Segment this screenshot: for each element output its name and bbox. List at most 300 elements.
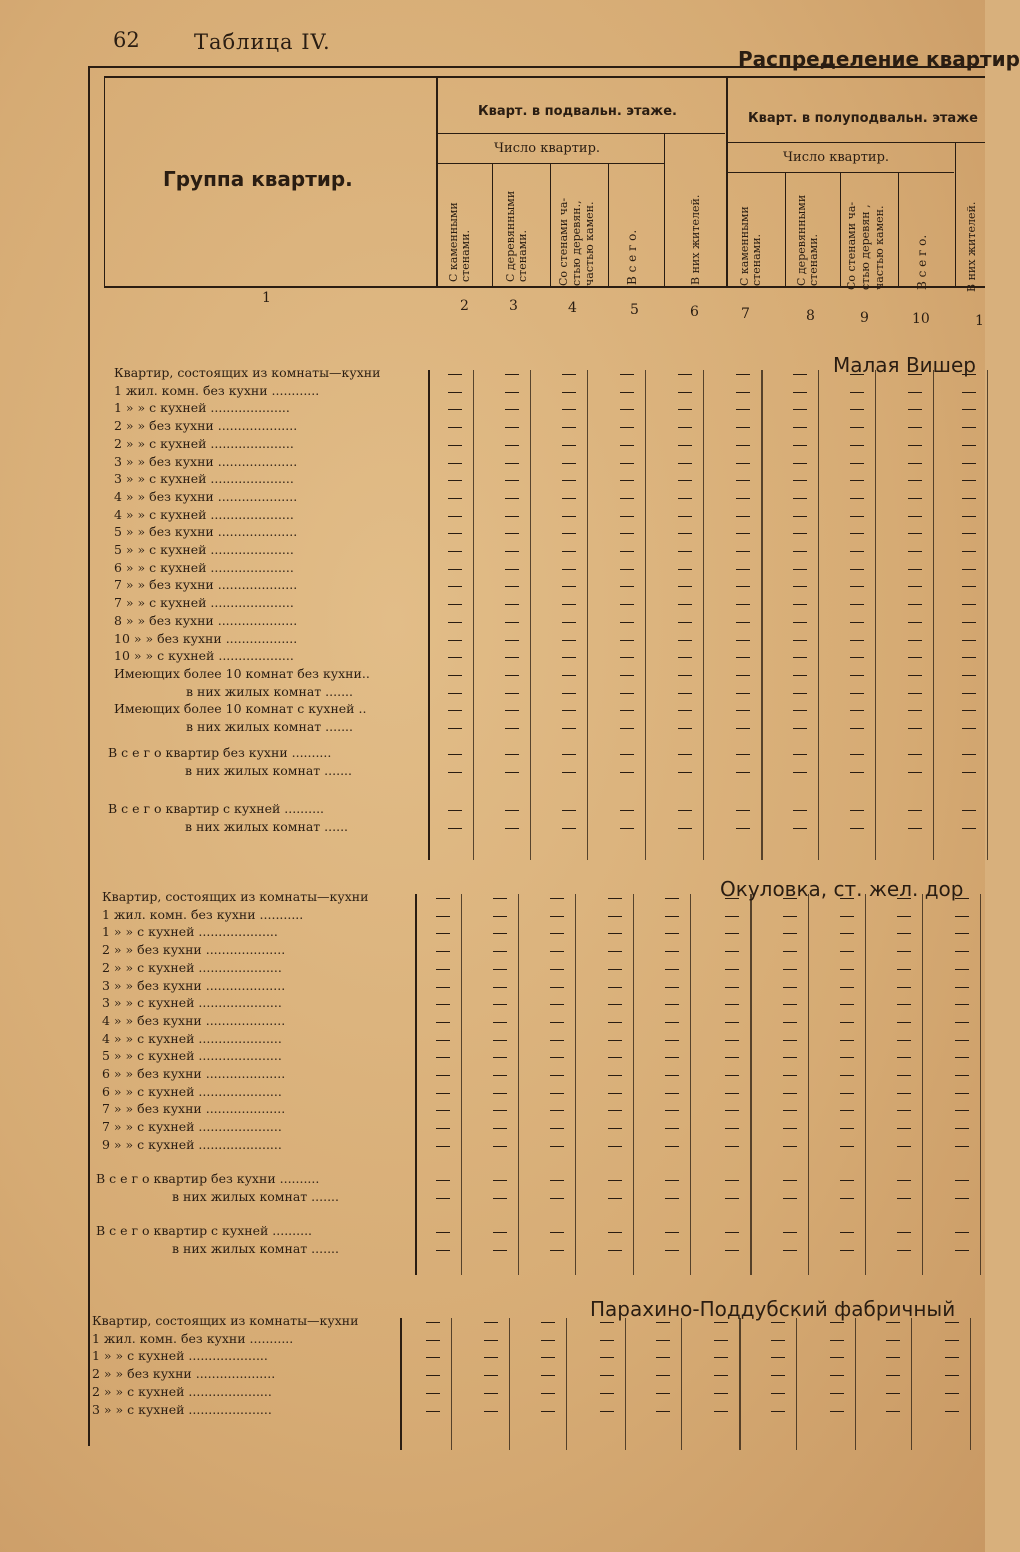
cell-dash (562, 657, 576, 658)
column-rule (575, 894, 576, 1275)
cell-dash (665, 933, 679, 934)
cell-dash (908, 754, 922, 755)
header-col-sep-3 (550, 163, 551, 288)
cell-dash (955, 916, 969, 917)
cell-dash (945, 1322, 959, 1323)
cell-dash (725, 987, 739, 988)
cell-dash (850, 810, 864, 811)
column-rule (855, 1318, 856, 1450)
cell-dash (908, 640, 922, 641)
cell-dash (505, 392, 519, 393)
total-label: в них жилых комнат ...... (185, 819, 349, 834)
cell-dash (850, 657, 864, 658)
cell-dash (736, 693, 750, 694)
column-rule (922, 894, 923, 1275)
cell-dash (830, 1340, 844, 1341)
cell-dash (908, 480, 922, 481)
col-header-8: С деревянными стенами. (795, 194, 820, 286)
row-label: 4 » » без кухни .................... (114, 488, 298, 504)
col-header-5: В с е г о. (625, 229, 639, 285)
cell-dash (448, 675, 462, 676)
cell-dash (783, 933, 797, 934)
cell-dash (962, 427, 976, 428)
column-rule (970, 1318, 971, 1450)
row-label: 5 » » без кухни .................... (114, 524, 298, 540)
cell-dash (493, 916, 507, 917)
cell-dash (541, 1411, 555, 1412)
cell-dash (665, 969, 679, 970)
cell-dash (908, 445, 922, 446)
cell-dash (793, 675, 807, 676)
cell-dash (550, 1146, 564, 1147)
cell-dash (962, 675, 976, 676)
cell-dash (608, 1250, 622, 1251)
label-separator (428, 370, 430, 860)
cell-dash (550, 1022, 564, 1023)
cell-dash (850, 409, 864, 410)
cell-dash (608, 969, 622, 970)
cell-dash (426, 1357, 440, 1358)
cell-dash (493, 1232, 507, 1233)
cell-dash (448, 516, 462, 517)
cell-dash (550, 1004, 564, 1005)
cell-dash (448, 728, 462, 729)
cell-dash (736, 586, 750, 587)
cell-dash (620, 374, 634, 375)
cell-dash (897, 1110, 911, 1111)
cell-dash (448, 427, 462, 428)
cell-dash (505, 657, 519, 658)
cell-dash (436, 1128, 450, 1129)
cell-dash (562, 675, 576, 676)
cell-dash (665, 1232, 679, 1233)
cell-dash (736, 604, 750, 605)
cell-dash (678, 551, 692, 552)
cell-dash (955, 1057, 969, 1058)
cell-dash (436, 1022, 450, 1023)
row-label: 3 » » с кухней ..................... (114, 471, 294, 487)
table-number: Таблица IV. (194, 30, 331, 54)
cell-dash (493, 898, 507, 899)
cell-dash (962, 828, 976, 829)
cell-dash (448, 754, 462, 755)
cell-dash (620, 533, 634, 534)
cell-dash (962, 551, 976, 552)
cell-dash (793, 463, 807, 464)
cell-dash (448, 480, 462, 481)
cell-dash (793, 427, 807, 428)
cell-dash (725, 1093, 739, 1094)
cell-dash (962, 533, 976, 534)
row-label: 4 » » без кухни .................... (102, 1012, 286, 1028)
cell-dash (665, 1146, 679, 1147)
cell-dash (736, 728, 750, 729)
cell-dash (783, 969, 797, 970)
cell-dash (955, 1004, 969, 1005)
cell-dash (783, 1004, 797, 1005)
cell-dash (908, 427, 922, 428)
cell-dash (962, 463, 976, 464)
cell-dash (736, 427, 750, 428)
cell-dash (448, 374, 462, 375)
row-label: 5 » » с кухней ..................... (102, 1048, 282, 1064)
cell-dash (448, 604, 462, 605)
row-label: 1 жил. комн. без кухни ............ (114, 382, 320, 398)
row-label: 2 » » без кухни .................... (92, 1366, 276, 1382)
cell-dash (608, 1093, 622, 1094)
cell-dash (908, 604, 922, 605)
cell-dash (620, 810, 634, 811)
label-separator (400, 1318, 402, 1450)
cell-dash (665, 1093, 679, 1094)
col-header-4a: Со стенами ча- (557, 197, 570, 286)
cell-dash (736, 516, 750, 517)
cell-dash (850, 551, 864, 552)
column-rule (633, 894, 634, 1275)
cell-dash (771, 1393, 785, 1394)
cell-dash (793, 569, 807, 570)
cell-dash (678, 622, 692, 623)
cell-dash (725, 916, 739, 917)
cell-dash (656, 1340, 670, 1341)
cell-dash (897, 1146, 911, 1147)
cell-dash (897, 898, 911, 899)
header-col-sep-9 (898, 172, 899, 288)
cell-dash (608, 1040, 622, 1041)
cell-dash (620, 622, 634, 623)
cell-dash (562, 409, 576, 410)
cell-dash (550, 969, 564, 970)
cell-dash (783, 1110, 797, 1111)
column-rule (808, 894, 809, 1275)
cell-dash (656, 1375, 670, 1376)
cell-dash (620, 657, 634, 658)
cell-dash (562, 640, 576, 641)
total-label: в них жилых комнат ....... (172, 1189, 339, 1204)
cell-dash (793, 551, 807, 552)
cell-dash (678, 772, 692, 773)
cell-dash (608, 1198, 622, 1199)
row-label: 4 » » с кухней ..................... (102, 1030, 282, 1046)
cell-dash (620, 728, 634, 729)
cell-dash (493, 1128, 507, 1129)
column-rule (750, 894, 752, 1275)
cell-dash (493, 1057, 507, 1058)
cell-dash (783, 898, 797, 899)
row-label: 1 » » с кухней .................... (92, 1348, 268, 1364)
header-col-sep-6 (726, 76, 728, 288)
cell-dash (505, 374, 519, 375)
header-rule-count-2 (728, 172, 954, 173)
cell-dash (550, 898, 564, 899)
cell-dash (850, 622, 864, 623)
cell-dash (945, 1340, 959, 1341)
cell-dash (945, 1357, 959, 1358)
cell-dash (840, 1093, 854, 1094)
header-col-sep-8 (840, 172, 841, 288)
cell-dash (608, 898, 622, 899)
cell-dash (736, 657, 750, 658)
cell-dash (955, 1128, 969, 1129)
cell-dash (955, 1022, 969, 1023)
cell-dash (955, 1093, 969, 1094)
row-label: 7 » » с кухней ..................... (102, 1119, 282, 1135)
cell-dash (793, 586, 807, 587)
cell-dash (783, 1057, 797, 1058)
column-rule (587, 370, 588, 860)
row-label: Квартир, состоящих из комнаты—кухни (114, 365, 381, 380)
cell-dash (908, 828, 922, 829)
row-label: 2 » » без кухни .................... (102, 942, 286, 958)
cell-dash (608, 1180, 622, 1181)
column-rule (681, 1318, 682, 1450)
cell-dash (448, 693, 462, 694)
cell-dash (897, 1093, 911, 1094)
cell-dash (665, 1004, 679, 1005)
section-town-1: Малая Вишер (833, 353, 976, 377)
cell-dash (436, 1110, 450, 1111)
cell-dash (620, 693, 634, 694)
cell-dash (850, 374, 864, 375)
cell-dash (620, 516, 634, 517)
row-label: в них жилых комнат ....... (186, 719, 353, 734)
row-label: 10 » » с кухней ................... (114, 648, 294, 664)
cell-dash (714, 1340, 728, 1341)
cell-dash (448, 551, 462, 552)
cell-dash (725, 1057, 739, 1058)
column-rule (566, 1318, 567, 1450)
cell-dash (505, 427, 519, 428)
label-separator (415, 894, 417, 1275)
cell-dash (908, 409, 922, 410)
cell-dash (783, 1250, 797, 1251)
cell-dash (897, 969, 911, 970)
row-label: 3 » » с кухней ..................... (102, 995, 282, 1011)
cell-dash (714, 1375, 728, 1376)
cell-dash (620, 427, 634, 428)
cell-dash (678, 640, 692, 641)
cell-dash (678, 710, 692, 711)
cell-dash (736, 533, 750, 534)
cell-dash (484, 1393, 498, 1394)
header-col-left (104, 76, 105, 288)
col-header-9b: стью деревян , (859, 204, 872, 290)
cell-dash (678, 427, 692, 428)
cell-dash (678, 392, 692, 393)
cell-dash (830, 1357, 844, 1358)
cell-dash (725, 951, 739, 952)
cell-dash (736, 498, 750, 499)
cell-dash (678, 516, 692, 517)
cell-dash (562, 772, 576, 773)
cell-dash (608, 987, 622, 988)
cell-dash (908, 551, 922, 552)
cell-dash (850, 772, 864, 773)
header-col-sep-2 (492, 163, 493, 288)
cell-dash (426, 1322, 440, 1323)
cell-dash (736, 374, 750, 375)
cell-dash (955, 1250, 969, 1251)
cell-dash (448, 533, 462, 534)
column-rule (980, 894, 981, 1275)
cell-dash (665, 1180, 679, 1181)
cell-dash (850, 445, 864, 446)
cell-dash (793, 772, 807, 773)
cell-dash (665, 898, 679, 899)
cell-dash (600, 1357, 614, 1358)
cell-dash (840, 1057, 854, 1058)
cell-dash (783, 916, 797, 917)
cell-dash (714, 1357, 728, 1358)
cell-dash (725, 1232, 739, 1233)
cell-dash (448, 622, 462, 623)
cell-dash (678, 586, 692, 587)
cell-dash (793, 693, 807, 694)
cell-dash (541, 1357, 555, 1358)
cell-dash (550, 1198, 564, 1199)
cell-dash (678, 675, 692, 676)
cell-dash (840, 1146, 854, 1147)
cell-dash (962, 586, 976, 587)
cell-dash (448, 657, 462, 658)
cell-dash (955, 951, 969, 952)
column-rule (875, 370, 876, 860)
header-rule-sections-2 (728, 142, 985, 143)
cell-dash (608, 1022, 622, 1023)
cell-dash (562, 693, 576, 694)
cell-dash (736, 463, 750, 464)
cell-dash (840, 987, 854, 988)
row-label: 7 » » без кухни .................... (102, 1101, 286, 1117)
cell-dash (678, 604, 692, 605)
total-label: В с е г о квартир без кухни .......... (108, 745, 332, 760)
cell-dash (955, 1040, 969, 1041)
row-label: 6 » » с кухней ..................... (114, 559, 294, 575)
cell-dash (608, 1110, 622, 1111)
cell-dash (562, 828, 576, 829)
col-header-9a: Со стенами ча- (845, 201, 858, 290)
cell-dash (678, 498, 692, 499)
cell-dash (505, 480, 519, 481)
col-header-6: В них жителей. (689, 194, 702, 285)
cell-dash (962, 392, 976, 393)
cell-dash (436, 1180, 450, 1181)
col-number-7: 7 (741, 306, 750, 322)
cell-dash (783, 1146, 797, 1147)
row-label: 2 » » с кухней ..................... (114, 435, 294, 451)
cell-dash (736, 675, 750, 676)
cell-dash (550, 1057, 564, 1058)
cell-dash (448, 810, 462, 811)
cell-dash (962, 445, 976, 446)
cell-dash (850, 427, 864, 428)
cell-dash (665, 1128, 679, 1129)
cell-dash (886, 1411, 900, 1412)
cell-dash (725, 1110, 739, 1111)
cell-dash (771, 1375, 785, 1376)
total-label: В с е г о квартир с кухней .......... (96, 1223, 313, 1238)
cell-dash (665, 951, 679, 952)
cell-dash (830, 1322, 844, 1323)
cell-dash (484, 1340, 498, 1341)
cell-dash (448, 445, 462, 446)
cell-dash (897, 987, 911, 988)
column-rule (911, 1318, 912, 1450)
cell-dash (493, 1004, 507, 1005)
row-label: Имеющих более 10 комнат без кухни.. (114, 665, 370, 681)
cell-dash (945, 1393, 959, 1394)
cell-dash (608, 951, 622, 952)
cell-dash (448, 772, 462, 773)
total-label: В с е г о квартир без кухни .......... (96, 1171, 320, 1186)
cell-dash (665, 916, 679, 917)
cell-dash (850, 533, 864, 534)
cell-dash (850, 463, 864, 464)
count-basement-header: Число квартир. (494, 141, 601, 156)
cell-dash (426, 1375, 440, 1376)
cell-dash (656, 1393, 670, 1394)
cell-dash (678, 445, 692, 446)
total-label: в них жилых комнат ....... (172, 1241, 339, 1256)
cell-dash (562, 728, 576, 729)
cell-dash (562, 498, 576, 499)
cell-dash (448, 569, 462, 570)
cell-dash (541, 1375, 555, 1376)
cell-dash (608, 933, 622, 934)
cell-dash (850, 480, 864, 481)
cell-dash (505, 409, 519, 410)
cell-dash (783, 1075, 797, 1076)
column-rule (987, 370, 988, 860)
cell-dash (840, 916, 854, 917)
cell-dash (783, 1180, 797, 1181)
cell-dash (908, 516, 922, 517)
column-rule (703, 370, 704, 860)
row-label: Квартир, состоящих из комнаты—кухни (92, 1313, 359, 1328)
cell-dash (793, 374, 807, 375)
cell-dash (945, 1375, 959, 1376)
cell-dash (678, 828, 692, 829)
cell-dash (793, 445, 807, 446)
col-header-10: В с е г о. (915, 234, 929, 290)
cell-dash (620, 604, 634, 605)
cell-dash (493, 987, 507, 988)
cell-dash (945, 1411, 959, 1412)
cell-dash (840, 1250, 854, 1251)
cell-dash (736, 828, 750, 829)
cell-dash (608, 1057, 622, 1058)
cell-dash (725, 1146, 739, 1147)
cell-dash (436, 1146, 450, 1147)
row-label: 10 » » без кухни .................. (114, 630, 298, 646)
cell-dash (897, 1004, 911, 1005)
cell-dash (620, 569, 634, 570)
row-label: в них жилых комнат ....... (186, 683, 353, 699)
cell-dash (436, 1198, 450, 1199)
cell-dash (448, 463, 462, 464)
cell-dash (840, 933, 854, 934)
row-label: 8 » » без кухни .................... (114, 612, 298, 628)
cell-dash (962, 640, 976, 641)
cell-dash (886, 1357, 900, 1358)
cell-dash (830, 1393, 844, 1394)
cell-dash (656, 1411, 670, 1412)
cell-dash (436, 1232, 450, 1233)
cell-dash (505, 640, 519, 641)
cell-dash (620, 772, 634, 773)
cell-dash (505, 622, 519, 623)
header-col-sep-10 (955, 142, 956, 288)
